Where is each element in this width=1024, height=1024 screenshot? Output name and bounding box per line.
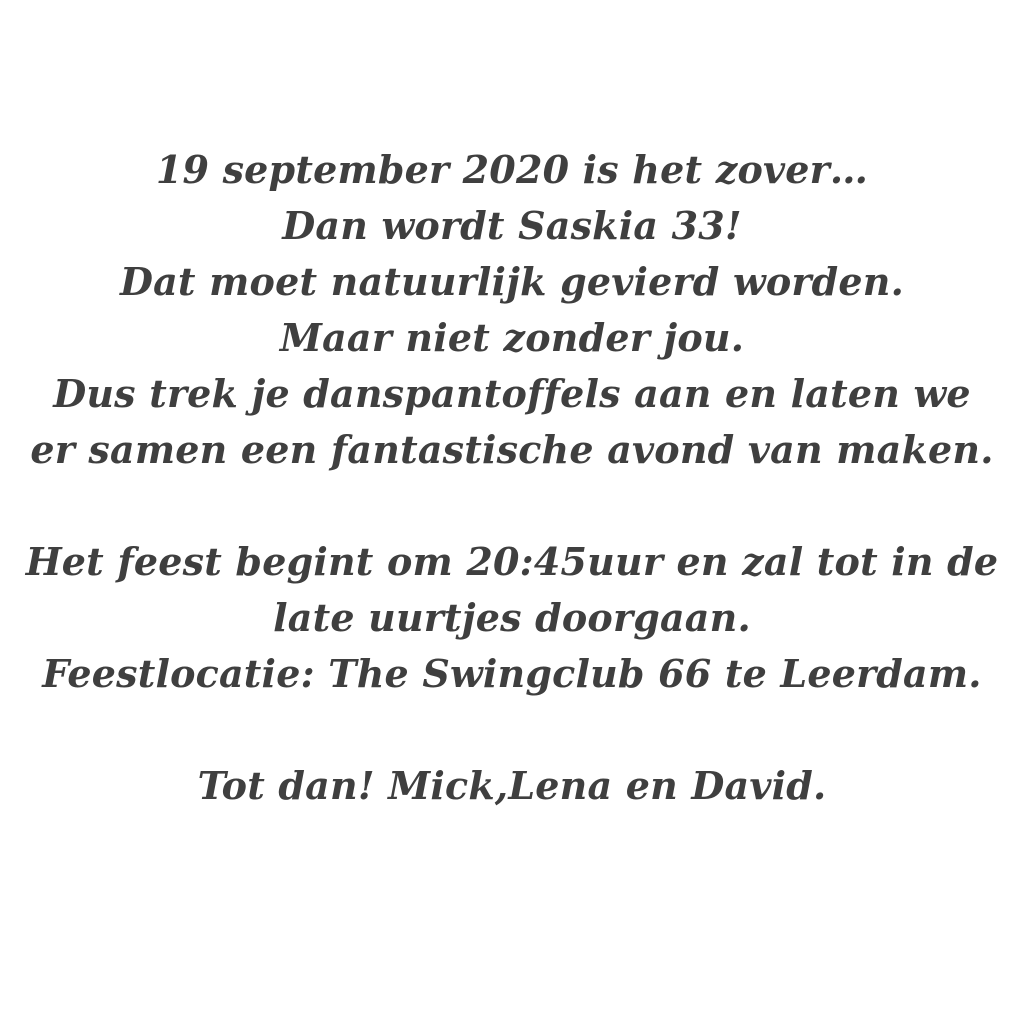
invitation-details-block xyxy=(0,534,1024,702)
invitation-line: Feestlocatie: The Swingclub 66 te Leerdam. xyxy=(42,651,982,696)
invitation-intro-block xyxy=(0,142,1024,478)
invitation-line: Maar niet zonder jou. xyxy=(279,315,745,360)
invitation-line: Tot dan! Mick,Lena en David. xyxy=(197,763,827,808)
invitation-line: 19 september 2020 is het zover… xyxy=(155,147,869,192)
invitation-line: Dus trek je danspantoffels aan en laten we xyxy=(53,371,971,416)
invitation-line: Het feest begint om 20:45uur en zal tot in de xyxy=(25,539,999,584)
invitation-line: Dan wordt Saskia 33! xyxy=(282,203,742,248)
invitation-line: er samen een fantastische avond van maken. xyxy=(30,427,994,472)
invitation-closing-block xyxy=(0,758,1024,814)
invitation-line: Dat moet natuurlijk gevierd worden. xyxy=(119,259,905,304)
invitation-line: late uurtjes doorgaan. xyxy=(273,595,751,640)
